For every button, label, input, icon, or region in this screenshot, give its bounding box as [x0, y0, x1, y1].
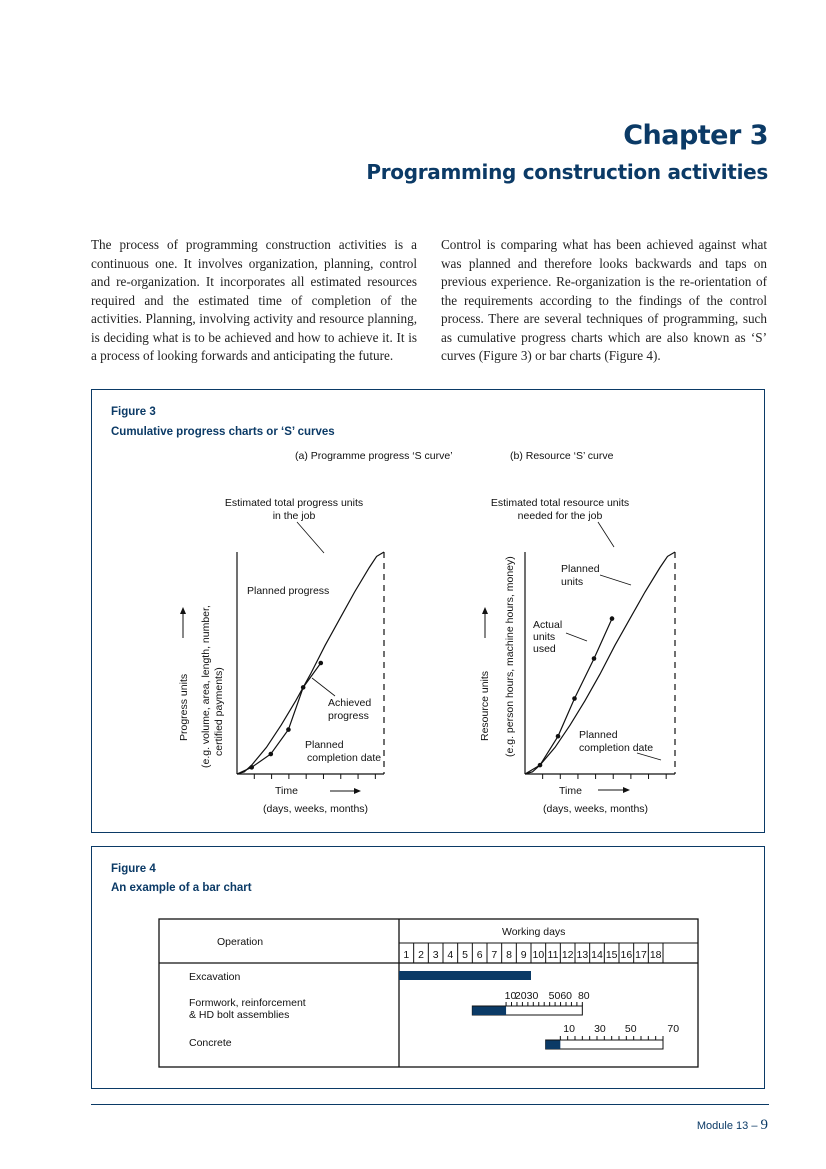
excavation-bar	[399, 971, 531, 980]
chart-b-actual-point	[572, 696, 577, 701]
chart-a-x-arrow-icon	[330, 788, 361, 794]
chart-b-xlabel-sub: (days, weeks, months)	[543, 803, 649, 815]
chart-a-completion-label-1: Planned	[305, 739, 344, 751]
chart-a-xlabel: Time	[275, 785, 298, 797]
chart-b-completion-label-1: Planned	[579, 729, 618, 741]
formwork-scale-label: 60	[560, 990, 573, 1002]
bar-chart-day-label: 8	[506, 949, 512, 961]
chart-a-actual-point	[318, 661, 323, 666]
concrete-bar-progress	[546, 1040, 561, 1049]
figure-4-box	[91, 846, 765, 1089]
bar-chart-day-label: 6	[476, 949, 483, 961]
chart-b-actual-point	[592, 656, 597, 661]
operation-label: Concrete	[189, 1037, 232, 1049]
figure-4-label: Figure 4	[111, 863, 156, 875]
bar-chart-plot	[159, 919, 698, 1067]
bar-chart-title: Working days	[502, 926, 566, 938]
operation-label: & HD bolt assemblies	[189, 1009, 290, 1021]
figure-3-label: Figure 3	[111, 406, 156, 418]
bar-chart-day-label: 12	[561, 949, 574, 961]
chart-a-total-leader	[297, 522, 324, 553]
chart-b-planned-label-2: units	[561, 576, 584, 588]
bar-chart-day-label: 9	[520, 949, 527, 961]
chart-a-completion-label-2: completion date	[307, 752, 382, 764]
chart-a-total-label-1: Estimated total progress units	[224, 497, 364, 509]
chart-a-achieved-label-2: progress	[328, 710, 369, 722]
formwork-scale-label: 10	[504, 990, 517, 1002]
body-paragraph-left: The process of programming construction activities is a continuous one. It involves organization, planning, control and re-organization. It incorporates all estimated resources required and the estimated time of completion of the activities. Planning, involving activity and resource planning, is deciding what is to be achieved and how to achieve it. It is a process of looking forwards and anticipating the future.	[91, 237, 417, 363]
chart-b-x-arrow-icon	[598, 787, 630, 793]
concrete-scale-label: 50	[624, 1023, 637, 1035]
footer	[697, 1117, 768, 1134]
bar-chart-day-label: 10	[532, 949, 545, 961]
formwork-scale-label: 30	[526, 990, 539, 1002]
bar-chart-day-label: 16	[620, 949, 633, 961]
formwork-scale-label: 20	[514, 990, 527, 1002]
chart-b-actual-leader	[566, 633, 587, 641]
chart-b-actual-point	[610, 616, 615, 621]
chart-b-total-label-1: Estimated total resource units	[490, 497, 630, 509]
chart-b-actual-label-2: units	[533, 631, 556, 643]
chart-a-title: (a) Programme progress ‘S curve’	[295, 450, 453, 462]
chart-a-ylabel-sub-2: certified payments)	[213, 667, 225, 756]
chart-a-actual-point	[286, 727, 291, 732]
bar-chart	[92, 847, 766, 1090]
body-paragraph-right: Control is comparing what has been achieved against what was planned and therefore looks backwards and taps on previous experience. Re-organization is the re-orientation of the requirements according to the findings of the control process. There are several techniques of programming, such as cumulative progress charts which are also known as ‘S’ curves (Figure 3) or bar charts (Figure 4).	[441, 237, 767, 363]
chart-b-ylabel: Resource units	[479, 670, 491, 741]
formwork-scale-label: 80	[577, 990, 590, 1002]
bar-chart-day-label: 5	[462, 949, 468, 961]
chart-a-achieved-leader	[312, 678, 335, 696]
chapter-title: Programming construction activities	[366, 160, 768, 184]
bar-chart-operation-header: Operation	[217, 936, 264, 948]
formwork-scale-label: 50	[548, 990, 561, 1002]
chart-a-ylabel: Progress units	[178, 673, 190, 741]
concrete-bar	[546, 1040, 663, 1049]
bar-chart-day-label: 2	[418, 949, 424, 961]
page-number: 9	[760, 1117, 768, 1133]
chart-b-xlabel: Time	[559, 785, 582, 797]
bar-chart-day-label: 18	[649, 949, 662, 961]
figure-4-caption: An example of a bar chart	[111, 882, 252, 894]
chart-b-planned-leader	[600, 575, 631, 585]
operation-label: Formwork, reinforcement	[189, 997, 306, 1009]
chart-a-y-arrow-icon	[180, 607, 186, 638]
bar-chart-day-label: 13	[576, 949, 589, 961]
chart-b-completion-label-2: completion date	[579, 742, 654, 754]
bar-chart-day-label: 17	[635, 949, 647, 961]
chart-b-total-leader	[598, 522, 614, 547]
concrete-scale-label: 30	[594, 1023, 606, 1035]
bar-chart-day-label: 14	[591, 949, 603, 961]
bar-chart-day-label: 3	[432, 949, 439, 961]
chart-a-actual-point	[301, 685, 306, 690]
bar-chart-day-label: 7	[491, 949, 498, 961]
footer-module: Module 13 –	[696, 1120, 758, 1132]
bar-chart-day-label: 1	[403, 949, 410, 961]
chart-a-achieved-label-1: Achieved	[328, 697, 372, 709]
chart-a-xlabel-sub: (days, weeks, months)	[263, 803, 369, 815]
chart-a-total-label-2: in the job	[272, 510, 316, 522]
chart-b-completion-leader	[637, 753, 661, 760]
bar-chart-day-label: 15	[605, 949, 618, 961]
formwork-bar-progress	[472, 1006, 506, 1015]
concrete-scale-label: 10	[563, 1023, 575, 1035]
concrete-scale-label: 70	[667, 1023, 680, 1035]
chart-b-ylabel-sub-1: (e.g. person hours, machine hours, money)	[504, 556, 516, 757]
footer-rule	[91, 1104, 769, 1105]
chart-a-planned-label: Planned progress	[247, 585, 330, 597]
chart-b-actual-label-3: used	[533, 643, 556, 655]
chart-a-ylabel-sub-1: (e.g. volume, area, length, number,	[200, 605, 212, 768]
chart-b-actual-point	[556, 734, 561, 739]
chart-b-actual-label-1: Actual	[533, 619, 563, 631]
chart-b-total-label-2: needed for the job	[517, 510, 603, 522]
chart-b-actual-point	[538, 763, 543, 768]
bar-chart-day-label: 11	[547, 949, 559, 961]
chart-a-actual-point	[269, 752, 274, 757]
figure-3-box	[91, 389, 765, 833]
chart-b-title: (b) Resource ‘S’ curve	[510, 450, 614, 462]
chart-a-actual-point	[249, 765, 254, 770]
chart-b-planned-label-1: Planned	[561, 563, 600, 575]
bar-chart-day-label: 4	[447, 949, 454, 961]
operation-label: Excavation	[189, 971, 241, 983]
s-curve-charts	[92, 390, 766, 834]
chart-b-y-arrow-icon	[482, 607, 488, 638]
figure-3-caption: Cumulative progress charts or ‘S’ curves	[111, 426, 335, 438]
chapter-number: Chapter 3	[623, 120, 768, 151]
